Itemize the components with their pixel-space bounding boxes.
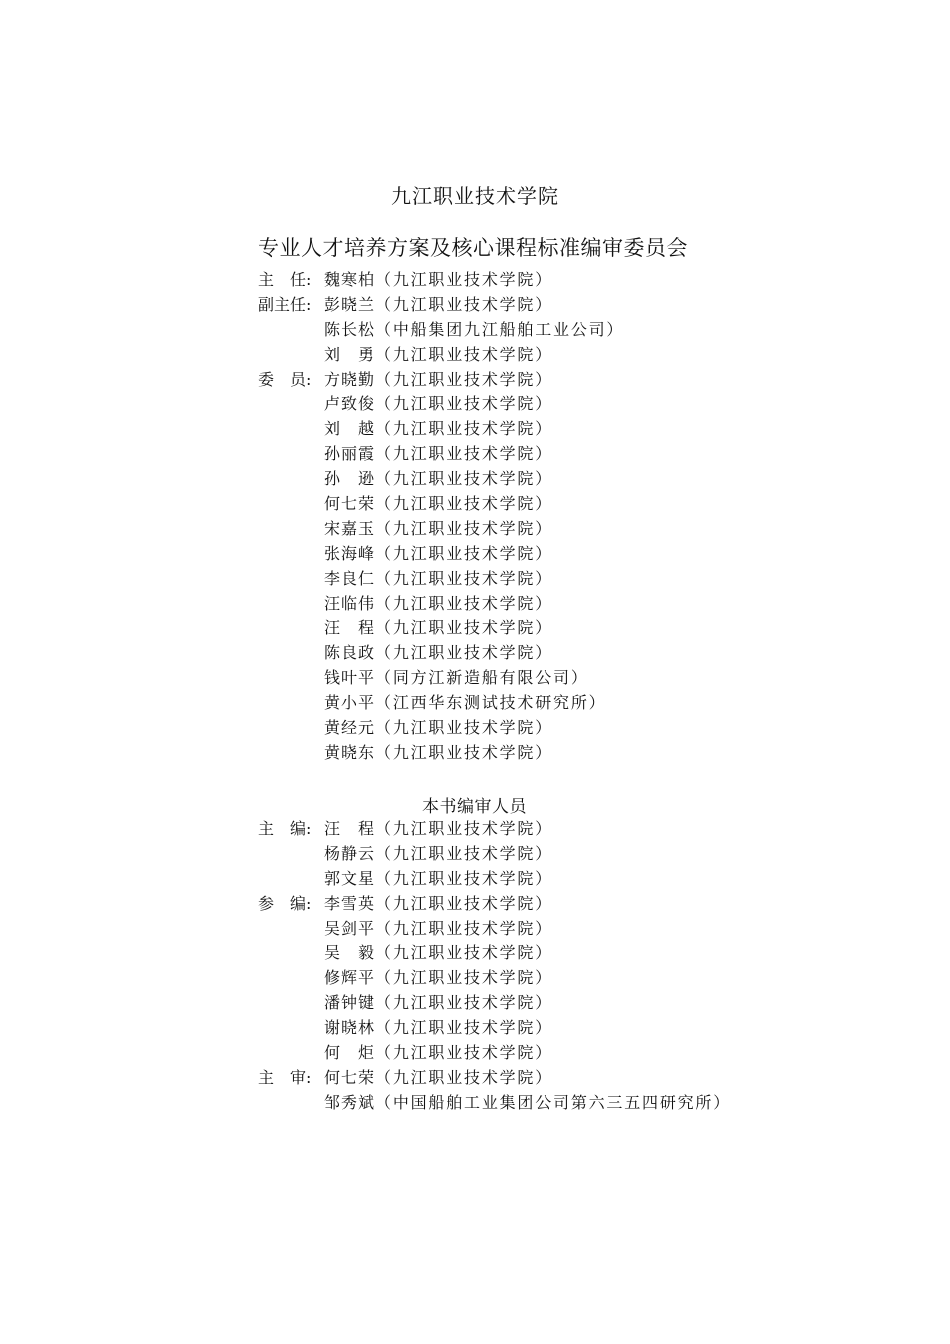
committee-title: 专业人才培养方案及核心课程标准编审委员会 — [258, 236, 688, 260]
list-item — [258, 666, 624, 691]
list-item — [258, 542, 624, 567]
editor-affiliation: （九江职业技术学院） — [375, 868, 554, 888]
institution-title: 九江职业技术学院 — [391, 184, 559, 208]
member-affiliation: （九江职业技术学院） — [375, 718, 554, 738]
editor-name: 邹秀斌 — [324, 1092, 376, 1112]
editor-affiliation: （九江职业技术学院） — [375, 943, 554, 963]
list-item — [258, 492, 624, 517]
list-item — [258, 1066, 731, 1091]
member-name: 李良仁 — [324, 568, 376, 588]
editor-affiliation: （九江职业技术学院） — [375, 968, 554, 988]
member-affiliation: （九江职业技术学院） — [375, 593, 554, 613]
editor-name: 潘钟键 — [324, 993, 376, 1013]
member-name: 何七荣 — [324, 494, 376, 514]
member-role: 主 任: — [258, 270, 312, 289]
editors-title: 本书编审人员 — [422, 797, 527, 817]
member-affiliation: （九江职业技术学院） — [375, 568, 554, 588]
editor-affiliation: （中国船舶工业集团公司第六三五四研究所） — [375, 1092, 732, 1112]
member-affiliation: （九江职业技术学院） — [375, 369, 554, 389]
list-item — [258, 641, 624, 666]
list-item — [258, 892, 731, 917]
editor-name: 吴 毅 — [324, 943, 376, 963]
member-name: 黄小平 — [324, 693, 376, 713]
member-affiliation: （九江职业技术学院） — [375, 270, 554, 289]
member-affiliation: （九江职业技术学院） — [375, 469, 554, 489]
member-affiliation: （九江职业技术学院） — [375, 344, 554, 364]
member-affiliation: （九江职业技术学院） — [375, 419, 554, 439]
list-item — [258, 991, 731, 1016]
list-item — [258, 966, 731, 991]
list-item — [258, 343, 624, 368]
editor-role: 参 编: — [258, 893, 312, 913]
editor-affiliation: （九江职业技术学院） — [375, 1018, 554, 1038]
member-affiliation: （九江职业技术学院） — [375, 294, 554, 314]
member-name: 刘 越 — [324, 419, 376, 439]
member-affiliation: （九江职业技术学院） — [375, 543, 554, 563]
member-affiliation: （中船集团九江船舶工业公司） — [375, 319, 625, 339]
member-name: 刘 勇 — [324, 344, 376, 364]
member-name: 张海峰 — [324, 543, 376, 563]
member-affiliation: （九江职业技术学院） — [375, 494, 554, 514]
member-affiliation: （九江职业技术学院） — [375, 643, 554, 663]
editor-name: 谢晓林 — [324, 1018, 376, 1038]
list-item — [258, 318, 624, 343]
editor-affiliation: （九江职业技术学院） — [375, 819, 554, 838]
member-name: 魏寒柏 — [324, 270, 376, 289]
list-item — [258, 941, 731, 966]
member-name: 卢致俊 — [324, 394, 376, 414]
editor-name: 汪 程 — [324, 819, 376, 838]
editor-name: 郭文星 — [324, 868, 376, 888]
member-name: 黄晓东 — [324, 742, 376, 762]
editor-name: 吴剑平 — [324, 918, 376, 938]
member-name: 钱叶平 — [324, 668, 376, 688]
list-item — [258, 268, 624, 293]
editor-name: 李雪英 — [324, 893, 376, 913]
list-item — [258, 917, 731, 942]
editor-affiliation: （九江职业技术学院） — [375, 918, 554, 938]
member-affiliation: （九江职业技术学院） — [375, 518, 554, 538]
list-item — [258, 392, 624, 417]
editor-name: 修辉平 — [324, 968, 376, 988]
member-name: 方晓勤 — [324, 369, 376, 389]
editor-name: 何七荣 — [324, 1067, 376, 1087]
member-affiliation: （九江职业技术学院） — [375, 618, 554, 638]
member-affiliation: （同方江新造船有限公司） — [375, 668, 589, 688]
editor-affiliation: （九江职业技术学院） — [375, 993, 554, 1013]
member-name: 汪临伟 — [324, 593, 376, 613]
list-item — [258, 417, 624, 442]
list-item — [258, 716, 624, 741]
list-item — [258, 867, 731, 892]
member-name: 汪 程 — [324, 618, 376, 638]
member-name: 宋嘉玉 — [324, 518, 376, 538]
member-affiliation: （九江职业技术学院） — [375, 444, 554, 464]
member-name: 孙丽霞 — [324, 444, 376, 464]
editor-role: 主 编: — [258, 819, 312, 838]
list-item — [258, 517, 624, 542]
list-item — [258, 1016, 731, 1041]
member-name: 黄经元 — [324, 718, 376, 738]
editor-role: 主 审: — [258, 1067, 312, 1087]
editor-affiliation: （九江职业技术学院） — [375, 1067, 554, 1087]
list-item — [258, 691, 624, 716]
list-item — [258, 368, 624, 393]
editor-name: 何 炬 — [324, 1043, 376, 1063]
list-item — [258, 616, 624, 641]
editor-name: 杨静云 — [324, 843, 376, 863]
list-item — [258, 842, 731, 867]
list-item — [258, 592, 624, 617]
member-role: 委 员: — [258, 369, 312, 389]
list-item — [258, 442, 624, 467]
editor-list — [258, 817, 731, 1116]
committee-member-list — [258, 268, 624, 766]
editor-affiliation: （九江职业技术学院） — [375, 843, 554, 863]
editor-affiliation: （九江职业技术学院） — [375, 893, 554, 913]
list-item — [258, 817, 731, 842]
list-item — [258, 1091, 731, 1116]
list-item — [258, 567, 624, 592]
member-name: 陈长松 — [324, 319, 376, 339]
list-item — [258, 1041, 731, 1066]
list-item — [258, 293, 624, 318]
member-role: 副主任: — [258, 294, 312, 314]
list-item — [258, 741, 624, 766]
member-name: 彭晓兰 — [324, 294, 376, 314]
member-affiliation: （九江职业技术学院） — [375, 742, 554, 762]
member-name: 陈良政 — [324, 643, 376, 663]
member-affiliation: （江西华东测试技术研究所） — [375, 693, 607, 713]
editor-affiliation: （九江职业技术学院） — [375, 1043, 554, 1063]
list-item — [258, 467, 624, 492]
member-name: 孙 逊 — [324, 469, 376, 489]
member-affiliation: （九江职业技术学院） — [375, 394, 554, 414]
